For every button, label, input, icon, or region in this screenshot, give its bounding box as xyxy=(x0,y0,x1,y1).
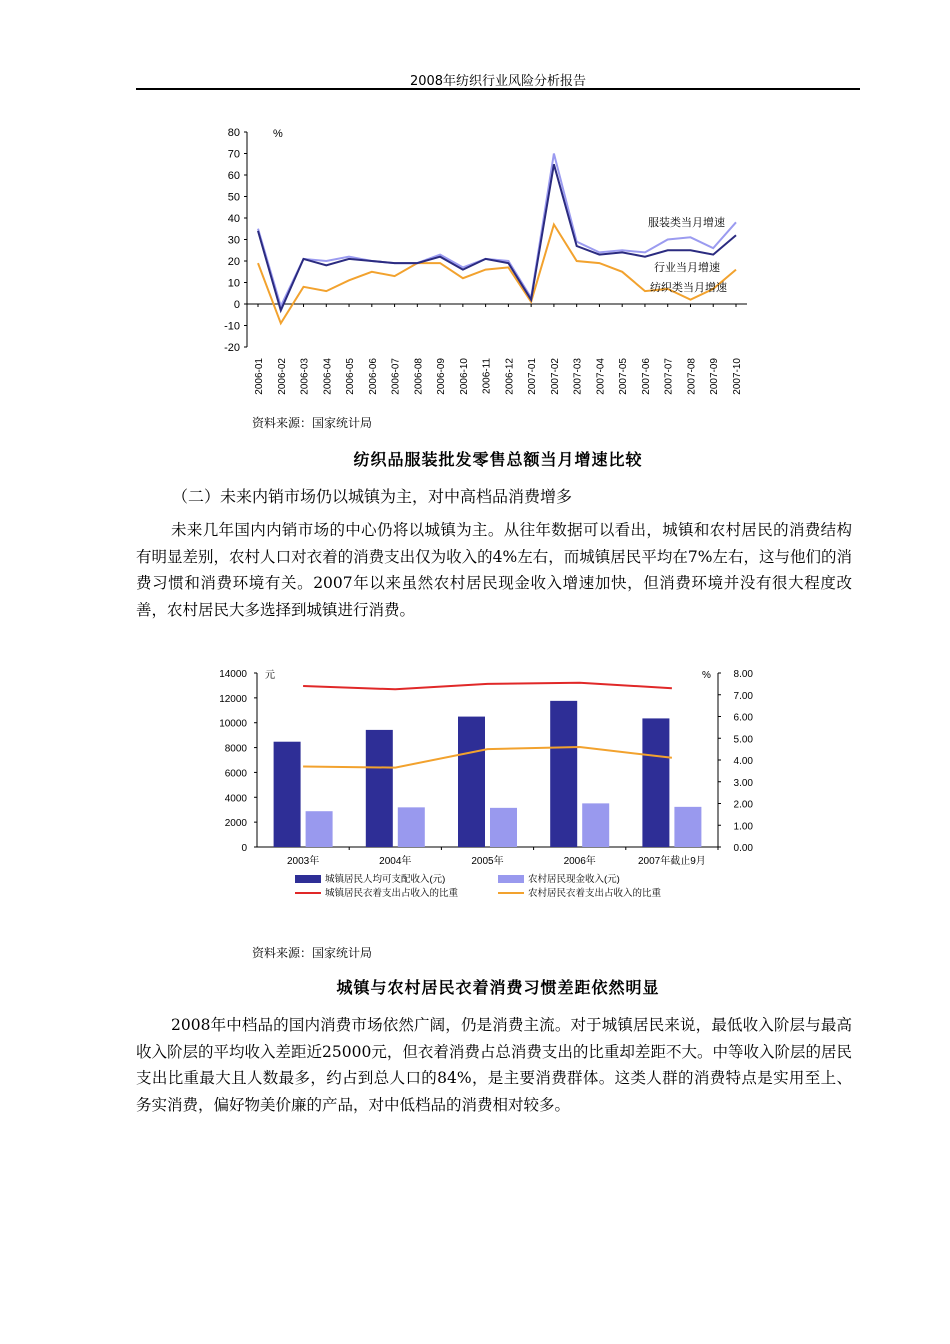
header-rule xyxy=(136,88,860,90)
legend-swatch xyxy=(295,875,321,883)
bar xyxy=(366,730,393,847)
legend-label: 城镇居民人均可支配收入(元) xyxy=(325,874,446,885)
left-tick-label: 12000 xyxy=(219,693,247,705)
left-tick-label: 14000 xyxy=(219,669,247,680)
bar xyxy=(550,701,577,847)
right-tick-label: 8.00 xyxy=(733,669,753,680)
right-tick-label: 2.00 xyxy=(733,799,753,811)
left-tick-label: 10000 xyxy=(219,718,247,730)
y-tick-label: 30 xyxy=(227,234,240,247)
right-tick-label: 1.00 xyxy=(733,821,753,833)
x-tick-label: 2006-08 xyxy=(413,358,425,395)
series-label: 行业当月增速 xyxy=(654,262,720,274)
line-series xyxy=(303,747,672,768)
legend-label: 农村居民现金收入(元) xyxy=(528,874,620,885)
right-tick-label: 6.00 xyxy=(733,712,753,724)
bar xyxy=(306,811,333,847)
x-tick-label: 2006-04 xyxy=(322,358,334,395)
x-tick-label: 2006-06 xyxy=(367,358,379,395)
x-tick-label: 2007-08 xyxy=(686,358,698,395)
x-tick-label: 2006-11 xyxy=(481,358,493,394)
x-tick-label: 2007-07 xyxy=(663,358,675,395)
x-tick-label: 2006-10 xyxy=(458,358,470,395)
y-tick-label: 0 xyxy=(233,299,240,311)
x-tick-label: 2007-02 xyxy=(549,358,561,395)
right-tick-label: 7.00 xyxy=(733,690,753,702)
y-tick-label: -20 xyxy=(224,342,240,354)
y-unit-label: % xyxy=(273,128,283,140)
x-tick-label: 2005年 xyxy=(471,856,504,867)
paragraph-1: 未来几年国内内销市场的中心仍将以城镇为主。从往年数据可以看出，城镇和农村居民的消费结构有明显差别，农村人口对衣着的消费支出仅为收入的4%左右，而城镇居民平均在7%左右，这与他们的消费习惯和消费环境有关。2007年以来虽然农村居民现金收入增速加快，但消费环境并没有很大程度改善，农村居民大多选择到城镇进行消费。 xyxy=(136,521,852,619)
income-clothing-combo-chart xyxy=(195,660,765,910)
x-tick-label: 2006-07 xyxy=(390,358,402,395)
x-tick-label: 2006-03 xyxy=(299,358,311,395)
right-tick-label: 4.00 xyxy=(733,756,753,767)
x-tick-label: 2006年 xyxy=(563,856,596,867)
left-tick-label: 8000 xyxy=(224,743,247,755)
y-tick-label: 10 xyxy=(227,277,240,290)
bar xyxy=(674,807,701,847)
series-label: 纺织类当月增速 xyxy=(650,282,727,294)
x-tick-label: 2007-09 xyxy=(709,358,721,395)
y-tick-label: -10 xyxy=(224,320,240,333)
bar xyxy=(398,807,425,847)
x-tick-label: 2006-05 xyxy=(345,358,357,395)
x-tick-label: 2006-02 xyxy=(276,358,288,395)
left-tick-label: 4000 xyxy=(224,793,247,805)
bar xyxy=(642,718,669,847)
series-label: 服装类当月增速 xyxy=(648,217,725,229)
left-tick-label: 6000 xyxy=(224,768,247,780)
x-tick-label: 2007-01 xyxy=(527,358,539,395)
section-heading: （二）未来内销市场仍以城镇为主，对中高档品消费增多 xyxy=(172,487,573,506)
left-tick-label: 0 xyxy=(241,843,247,854)
y-tick-label: 50 xyxy=(227,191,240,204)
right-unit-label: % xyxy=(702,670,711,681)
y-tick-label: 60 xyxy=(227,170,240,182)
x-tick-label: 2007-06 xyxy=(640,358,652,395)
line-series xyxy=(303,683,672,690)
x-tick-label: 2003年 xyxy=(286,856,320,867)
x-tick-label: 2006-09 xyxy=(436,358,448,395)
x-tick-label: 2007年截止9月 xyxy=(637,856,706,867)
left-unit-label: 元 xyxy=(265,670,275,681)
y-tick-label: 70 xyxy=(227,148,240,161)
page-header-title: 2008年纺织行业风险分析报告 xyxy=(409,74,587,89)
paragraph-2: 2008年中档品的国内消费市场依然广阔，仍是消费主流。对于城镇居民来说，最低收入阶层与最高收入阶层的平均收入差距近25000元，但衣着消费占总消费支出的比重却差距不大。中等收入阶层的居民支出比重最大且人数最多，约占到总人口的84%，是主要消费群体。这类人群的消费特点是实用至上、务实消费，偏好物美价廉的产品，对中低档品的消费相对较多。 xyxy=(136,1016,852,1114)
x-tick-label: 2007-04 xyxy=(595,358,607,395)
x-tick-label: 2007-05 xyxy=(618,358,630,395)
retail-growth-line-chart xyxy=(200,118,760,395)
bar xyxy=(458,717,485,847)
x-tick-label: 2004年 xyxy=(379,856,412,867)
left-tick-label: 2000 xyxy=(224,818,247,830)
x-tick-label: 2007-10 xyxy=(732,358,743,395)
bar xyxy=(490,808,517,847)
y-tick-label: 80 xyxy=(227,127,240,139)
y-tick-label: 40 xyxy=(227,213,240,225)
right-tick-label: 3.00 xyxy=(733,777,753,789)
figure2-source: 资料来源：国家统计局 xyxy=(252,946,373,960)
x-tick-label: 2006-01 xyxy=(254,358,265,395)
figure1-source: 资料来源：国家统计局 xyxy=(252,416,373,430)
legend-label: 城镇居民衣着支出占收入的比重 xyxy=(325,888,459,899)
bar xyxy=(582,803,609,847)
figure2-caption: 城镇与农村居民衣着消费习惯差距依然明显 xyxy=(336,978,660,997)
x-tick-label: 2007-03 xyxy=(572,358,584,395)
figure1-caption: 纺织品服装批发零售总额当月增速比较 xyxy=(353,450,643,469)
right-tick-label: 0.00 xyxy=(733,843,753,854)
legend-label: 农村居民衣着支出占收入的比重 xyxy=(528,888,662,899)
y-tick-label: 20 xyxy=(227,256,240,268)
legend-swatch xyxy=(498,875,524,883)
right-tick-label: 5.00 xyxy=(733,734,753,746)
bar xyxy=(274,742,301,847)
x-tick-label: 2006-12 xyxy=(504,358,516,395)
